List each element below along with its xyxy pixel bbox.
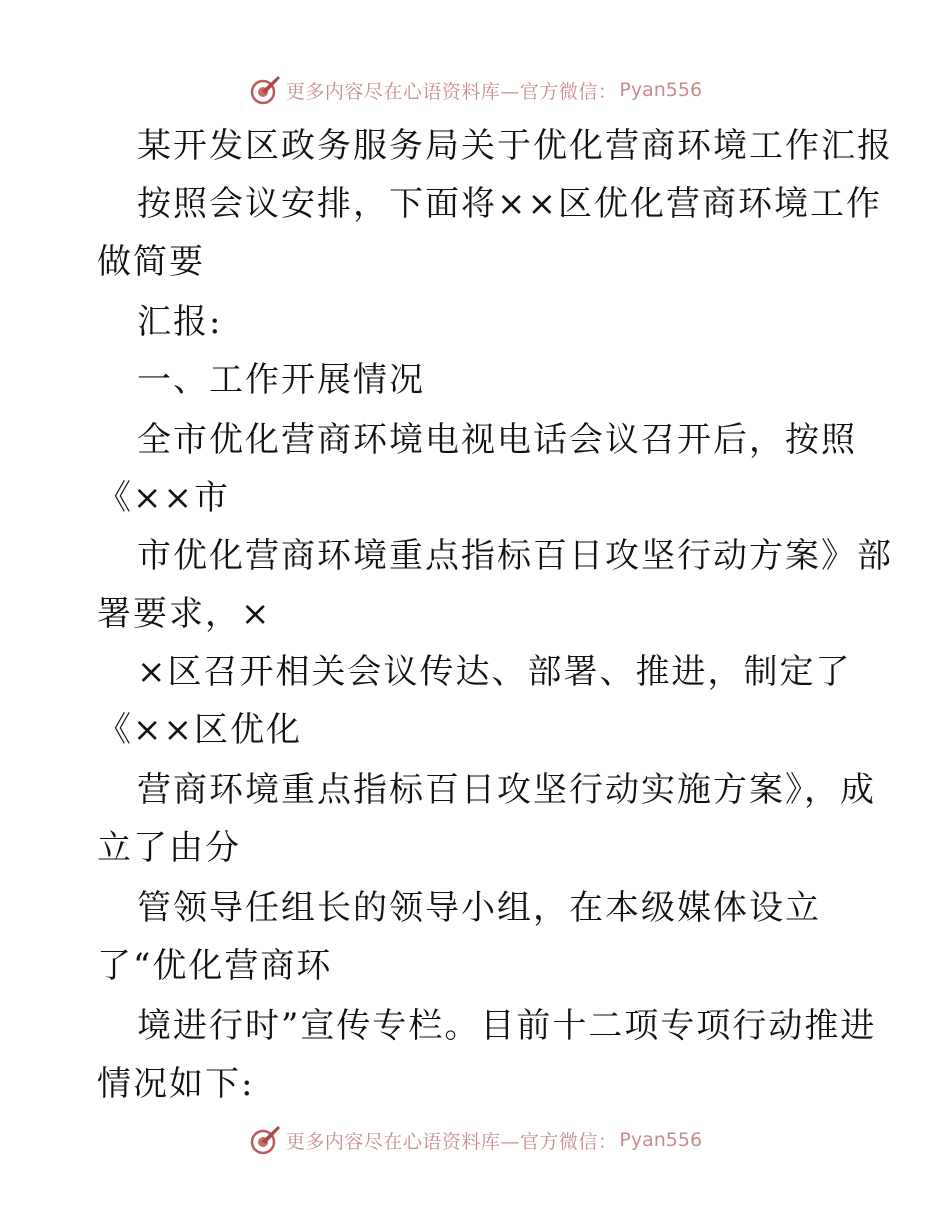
paragraph-line: 市优化营商环境重点指标百日攻坚行动方案》部 — [137, 536, 893, 576]
footer-watermark — [0, 1120, 950, 1160]
pen-logo-icon — [248, 1123, 282, 1157]
watermark-wechat-id: Pyan556 — [619, 1129, 703, 1151]
document-title: 某开发区政务服务局关于优化营商环境工作汇报 — [137, 126, 893, 166]
paragraph-line: 立了由分 — [97, 828, 241, 868]
paragraph-line: 做简要 — [97, 242, 205, 282]
section-heading: 一、工作开展情况 — [137, 360, 425, 400]
paragraph-line: 《××区优化 — [97, 710, 302, 750]
watermark-text: 更多内容尽在心语资料库—官方微信： — [285, 1130, 618, 1153]
paragraph-line: 营商环境重点指标百日攻坚行动实施方案》，成 — [137, 770, 876, 810]
paragraph-line: 境进行时”宣传专栏。目前十二项专项行动推进 — [137, 1006, 877, 1046]
pen-logo-icon — [248, 73, 282, 107]
header-watermark — [0, 70, 950, 110]
paragraph-line: 了“优化营商环 — [97, 946, 333, 986]
watermark-text: 更多内容尽在心语资料库—官方微信： — [285, 80, 618, 103]
paragraph-line: 管领导任组长的领导小组，在本级媒体设立 — [137, 888, 821, 928]
watermark-wechat-id: Pyan556 — [619, 79, 703, 101]
paragraph-line: ×区召开相关会议传达、部署、推进，制定了 — [137, 652, 852, 692]
paragraph-line: 署要求，× — [97, 594, 272, 634]
paragraph-line: 按照会议安排，下面将××区优化营商环境工作 — [137, 184, 882, 224]
paragraph-line: 《××市 — [97, 478, 230, 518]
paragraph-line: 情况如下: — [97, 1064, 255, 1104]
paragraph-line: 汇报: — [137, 302, 223, 342]
paragraph-line: 全市优化营商环境电视电话会议召开后，按照 — [137, 420, 857, 460]
